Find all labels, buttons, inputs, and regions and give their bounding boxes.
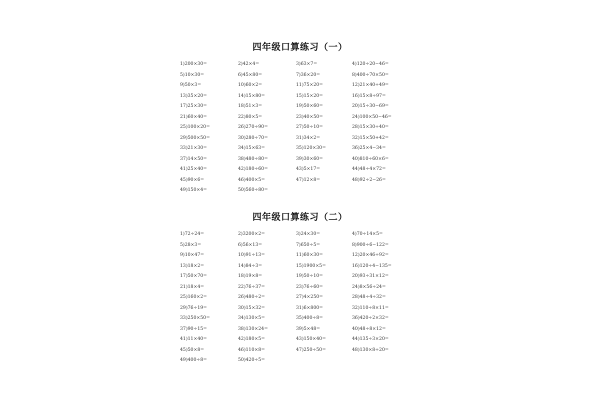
math-problem: 2)42×4=: [238, 62, 260, 67]
math-problem: 21)18×4=: [180, 284, 205, 290]
worksheet-title: 四年级口算练习（一）: [252, 43, 348, 53]
math-problem: 38)130×24=: [238, 326, 268, 332]
math-problem: 35)120×30=: [296, 146, 326, 151]
problem-grid: [180, 60, 420, 197]
math-problem: 16)15×8÷97=: [352, 93, 386, 99]
math-problem: 31)6×800=: [296, 305, 324, 311]
math-problem: 23)40×50=: [296, 114, 324, 120]
math-problem: 41)25×40=: [180, 167, 208, 172]
math-problem: 6)45×80=: [238, 72, 263, 78]
math-problem: 40)810÷60×6=: [352, 156, 389, 162]
math-problem: 47)250÷50=: [296, 347, 326, 353]
math-problem: 19)50÷10=: [296, 274, 324, 279]
math-problem: 37)90÷15=: [180, 326, 208, 332]
math-problem: 35)400÷8=: [296, 316, 324, 321]
math-problem: 27)50÷10=: [296, 125, 324, 130]
problem-grid: [180, 230, 420, 367]
math-problem: 18)51×3=: [238, 104, 263, 109]
math-problem: 32)110÷8×11=: [352, 305, 389, 311]
math-problem: 7)650÷5=: [296, 242, 321, 248]
math-problem: 6)56×13=: [238, 242, 263, 248]
math-problem: 24)8×56÷24=: [352, 284, 386, 290]
math-problem: 40)48÷8×12=: [352, 326, 386, 332]
math-problem: 11)75×20=: [296, 83, 324, 88]
math-problem: 9)50×3=: [180, 83, 202, 88]
math-problem: 8)900÷6−122=: [352, 242, 389, 248]
math-problem: 1)72÷24=: [180, 232, 205, 237]
math-problem: 13)18×2=: [180, 263, 205, 269]
math-problem: 49)150×4=: [180, 188, 208, 193]
math-problem: 21)60×40=: [180, 114, 208, 120]
math-problem: 26)480÷2=: [238, 295, 266, 300]
math-problem: [296, 356, 352, 367]
math-problem: 14)84÷3=: [238, 263, 263, 269]
math-problem: 23)76÷60=: [296, 284, 324, 290]
math-problem: 11)60×30=: [296, 253, 324, 258]
worksheet-1: [180, 40, 420, 197]
math-problem: 3)24×30=: [296, 232, 321, 237]
math-problem: 29)500×50=: [180, 135, 210, 141]
math-problem: 50)560÷80=: [238, 188, 268, 193]
math-problem: 19)50×60=: [296, 104, 324, 109]
math-problem: 32)15×50+42=: [352, 135, 389, 141]
math-problem: 29)76÷19=: [180, 305, 208, 311]
math-problem: 39)5×48=: [296, 326, 321, 332]
math-problem: 9)10×47=: [180, 253, 205, 258]
math-problem: 17)25×30=: [180, 104, 208, 109]
math-problem: 25)100×20=: [180, 125, 210, 130]
math-problem: 27)4×250=: [296, 295, 324, 300]
math-problem: 5)10×30=: [180, 72, 205, 78]
math-problem: [296, 186, 352, 197]
math-problem: 10)91÷13=: [238, 253, 266, 258]
math-problem: 45)50×8=: [180, 347, 205, 353]
math-problem: 26)270÷90=: [238, 125, 268, 130]
math-problem: 30)15×32=: [238, 305, 266, 311]
math-problem: 18)19×8=: [238, 274, 263, 279]
math-problem: 14)15×80=: [238, 93, 266, 99]
math-problem: 12)20×46÷92=: [352, 253, 389, 258]
math-problem: 15)1900×5=: [296, 263, 326, 269]
math-problem: 46)400×5=: [238, 177, 266, 183]
worksheet-title: 四年级口算练习（二）: [252, 213, 348, 223]
math-problem: 34)15×63=: [238, 146, 266, 151]
math-problem: 44)135÷3×20=: [352, 337, 389, 342]
math-problem: 15)15×20=: [296, 93, 324, 99]
math-problem: 48)92÷2−26=: [352, 177, 386, 183]
math-problem: 31)34×2=: [296, 135, 321, 141]
math-problem: 16)120÷4−135=: [352, 263, 392, 269]
math-problem: [352, 186, 420, 197]
math-problem: 22)76÷37=: [238, 284, 266, 290]
math-problem: 20)15÷30−69=: [352, 104, 389, 109]
math-problem: 38)480÷80=: [238, 156, 268, 162]
math-problem: 28)48÷4÷32=: [352, 295, 386, 300]
math-problem: 39)30×60=: [296, 156, 324, 162]
math-problem: 5)28×3=: [180, 242, 202, 248]
math-problem: 37)14×50=: [180, 156, 208, 162]
math-problem: 8)400÷70×50=: [352, 72, 389, 78]
math-problem: 50)420÷5=: [238, 358, 266, 363]
math-problem: 17)50×70=: [180, 274, 208, 279]
math-problem: 43)5×17=: [296, 167, 321, 172]
math-problem: 33)21×30=: [180, 146, 208, 151]
math-problem: 25)160×2=: [180, 295, 208, 300]
math-problem: 44)48÷4×72=: [352, 167, 386, 172]
math-problem: 34)130×5=: [238, 316, 266, 321]
math-problem: 12)21×40÷49=: [352, 83, 389, 88]
math-problem: 36)420÷2×32=: [352, 316, 389, 321]
math-problem: 42)180÷60=: [238, 167, 268, 172]
math-problem: 4)70÷14×5=: [352, 232, 383, 237]
math-problem: 42)180×5=: [238, 337, 266, 342]
math-problem: [352, 356, 420, 367]
math-problem: 1)200×30=: [180, 62, 208, 67]
math-problem: 43)150×40=: [296, 337, 326, 342]
math-problem: 7)36×20=: [296, 72, 321, 78]
math-problem: 24)100×50−46=: [352, 114, 392, 120]
math-problem: 46)110×8=: [238, 347, 266, 353]
math-problem: 3)63×7=: [296, 62, 318, 67]
math-problem: 2)3200×2=: [238, 232, 266, 237]
math-problem: 4)120÷20−46=: [352, 62, 389, 67]
math-problem: 30)280÷70=: [238, 135, 268, 141]
math-problem: 48)130×8÷20=: [352, 347, 389, 353]
math-problem: 45)90×6=: [180, 177, 205, 183]
worksheet-2: [180, 210, 420, 367]
math-problem: 22)80×5=: [238, 114, 263, 120]
math-problem: 49)400÷8=: [180, 358, 208, 363]
math-problem: 20)93÷31×12=: [352, 274, 389, 279]
math-problem: 13)35×20=: [180, 93, 208, 99]
math-problem: 10)60×2=: [238, 83, 263, 88]
math-problem: 33)250×50=: [180, 316, 210, 321]
math-problem: 47)12×8=: [296, 177, 321, 183]
math-problem: 28)15×30÷40=: [352, 125, 389, 130]
math-problem: 36)25×4−34=: [352, 146, 386, 151]
math-problem: 41)11×40=: [180, 337, 208, 342]
